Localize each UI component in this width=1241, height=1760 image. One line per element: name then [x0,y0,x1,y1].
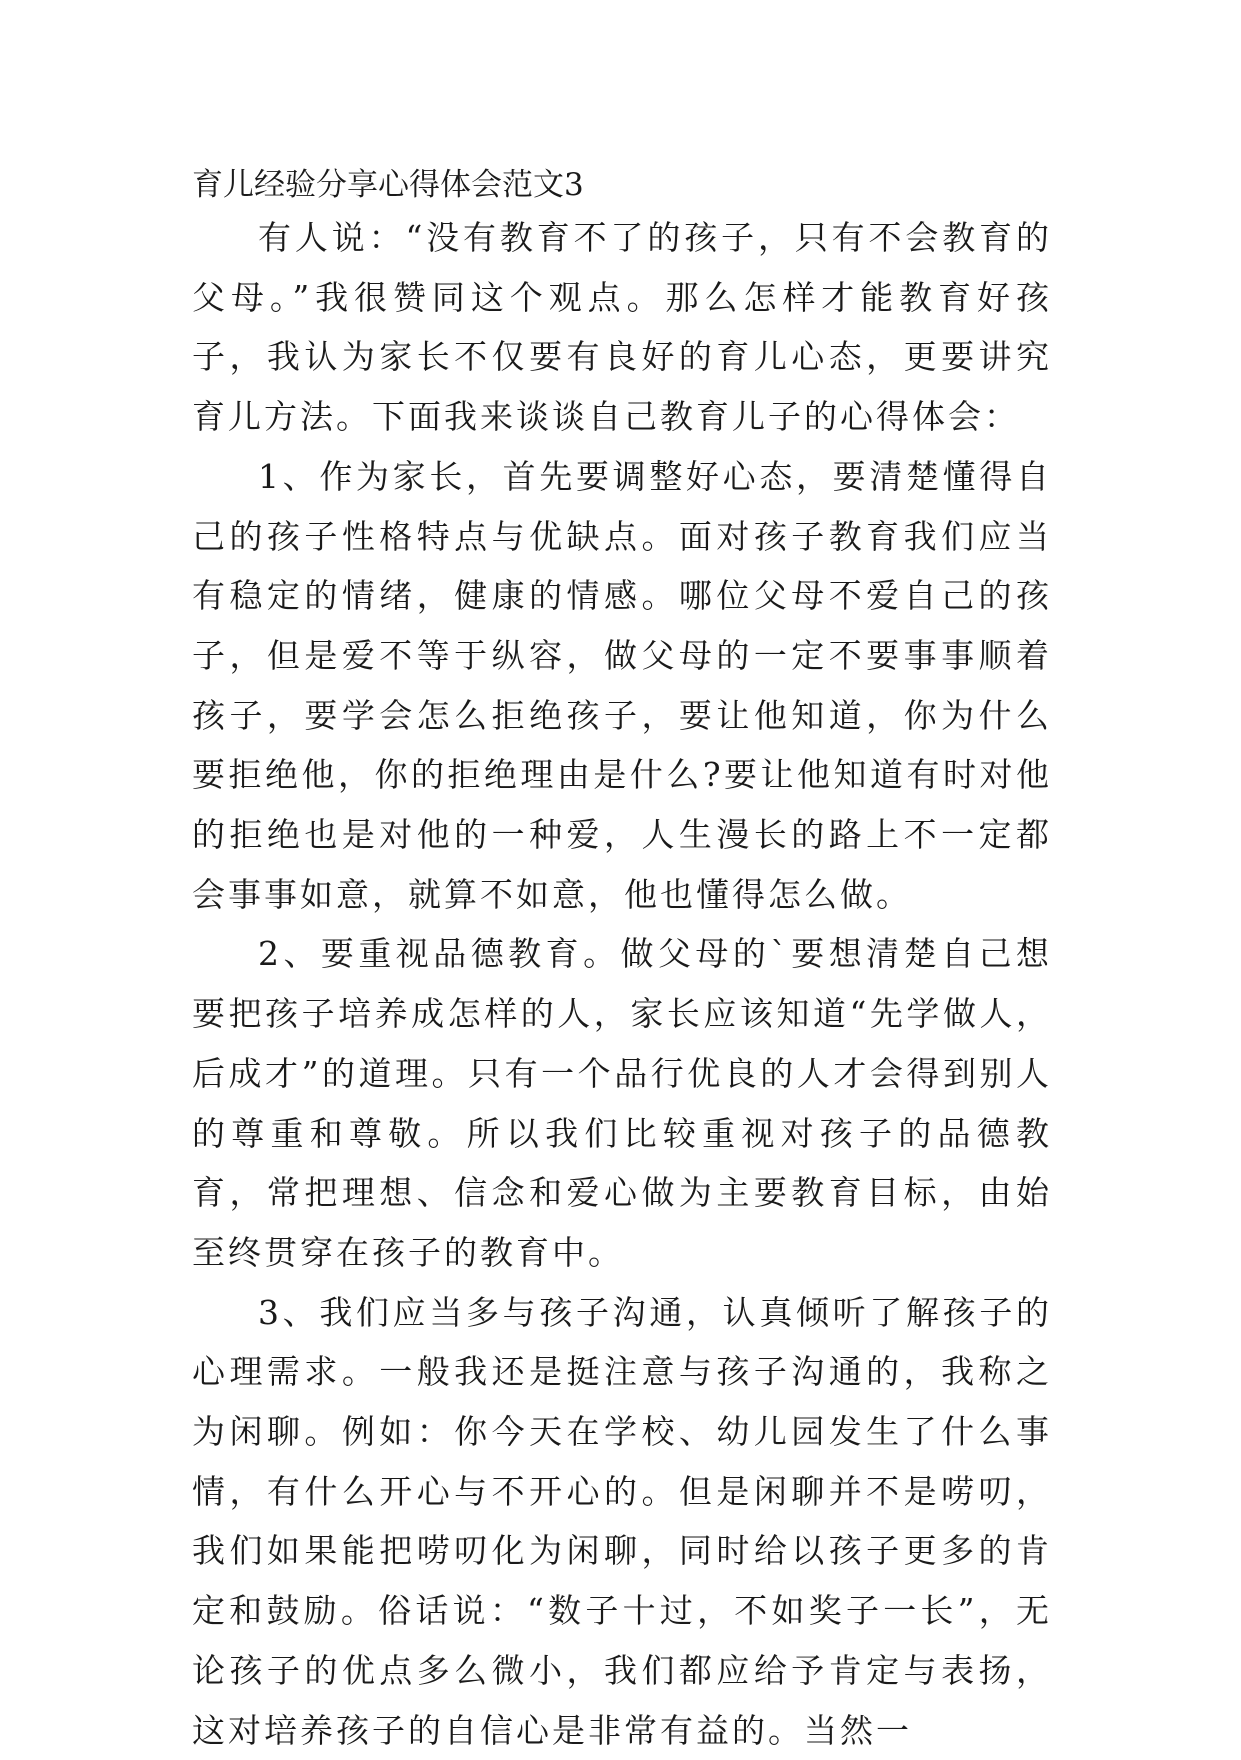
paragraph-point-2: 2、要重视品德教育。做父母的`要想清楚自己想要把孩子培养成怎样的人，家长应该知道“先学做人，后成才”的道理。只有一个品行优良的人才会得到别人的尊重和尊敬。所以我们比较重视对孩子的品德教育，常把理想、信念和爱心做为主要教育目标，由始至终贯穿在孩子的教育中。 [192,934,1052,1272]
paragraph-point-1: 1、作为家长，首先要调整好心态，要清楚懂得自己的孩子性格特点与优缺点。面对孩子教育我们应当有稳定的情绪，健康的情感。哪位父母不爱自己的孩子，但是爱不等于纵容，做父母的一定不要事事顺着孩子，要学会怎么拒绝孩子，要让他知道，你为什么要拒绝他，你的拒绝理由是什么?要让他知道有时对他的拒绝也是对他的一种爱，人生漫长的路上不一定都会事事如意，就算不如意，他也懂得怎么做。 [192,456,1052,914]
paragraph-intro: 有人说：“没有教育不了的孩子，只有不会教育的父母。”我很赞同这个观点。那么怎样才能教育好孩子，我认为家长不仅要有良好的育儿心态，更要讲究育儿方法。下面我来谈谈自己教育儿子的心得体会： [192,218,1052,437]
paragraph-point-3: 3、我们应当多与孩子沟通，认真倾听了解孩子的心理需求。一般我还是挺注意与孩子沟通的，我称之为闲聊。例如：你今天在学校、幼儿园发生了什么事情，有什么开心与不开心的。但是闲聊并不是唠叨，我们如果能把唠叨化为闲聊，同时给以孩子更多的肯定和鼓励。俗话说：“数子十过，不如奖子一长”，无论孩子的优点多么微小，我们都应给予肯定与表扬，这对培养孩子的自信心是非常有益的。当然一 [192,1292,1052,1750]
document-body [192,208,1052,1760]
document-title: 育儿经验分享心得体会范文3 [192,167,584,203]
